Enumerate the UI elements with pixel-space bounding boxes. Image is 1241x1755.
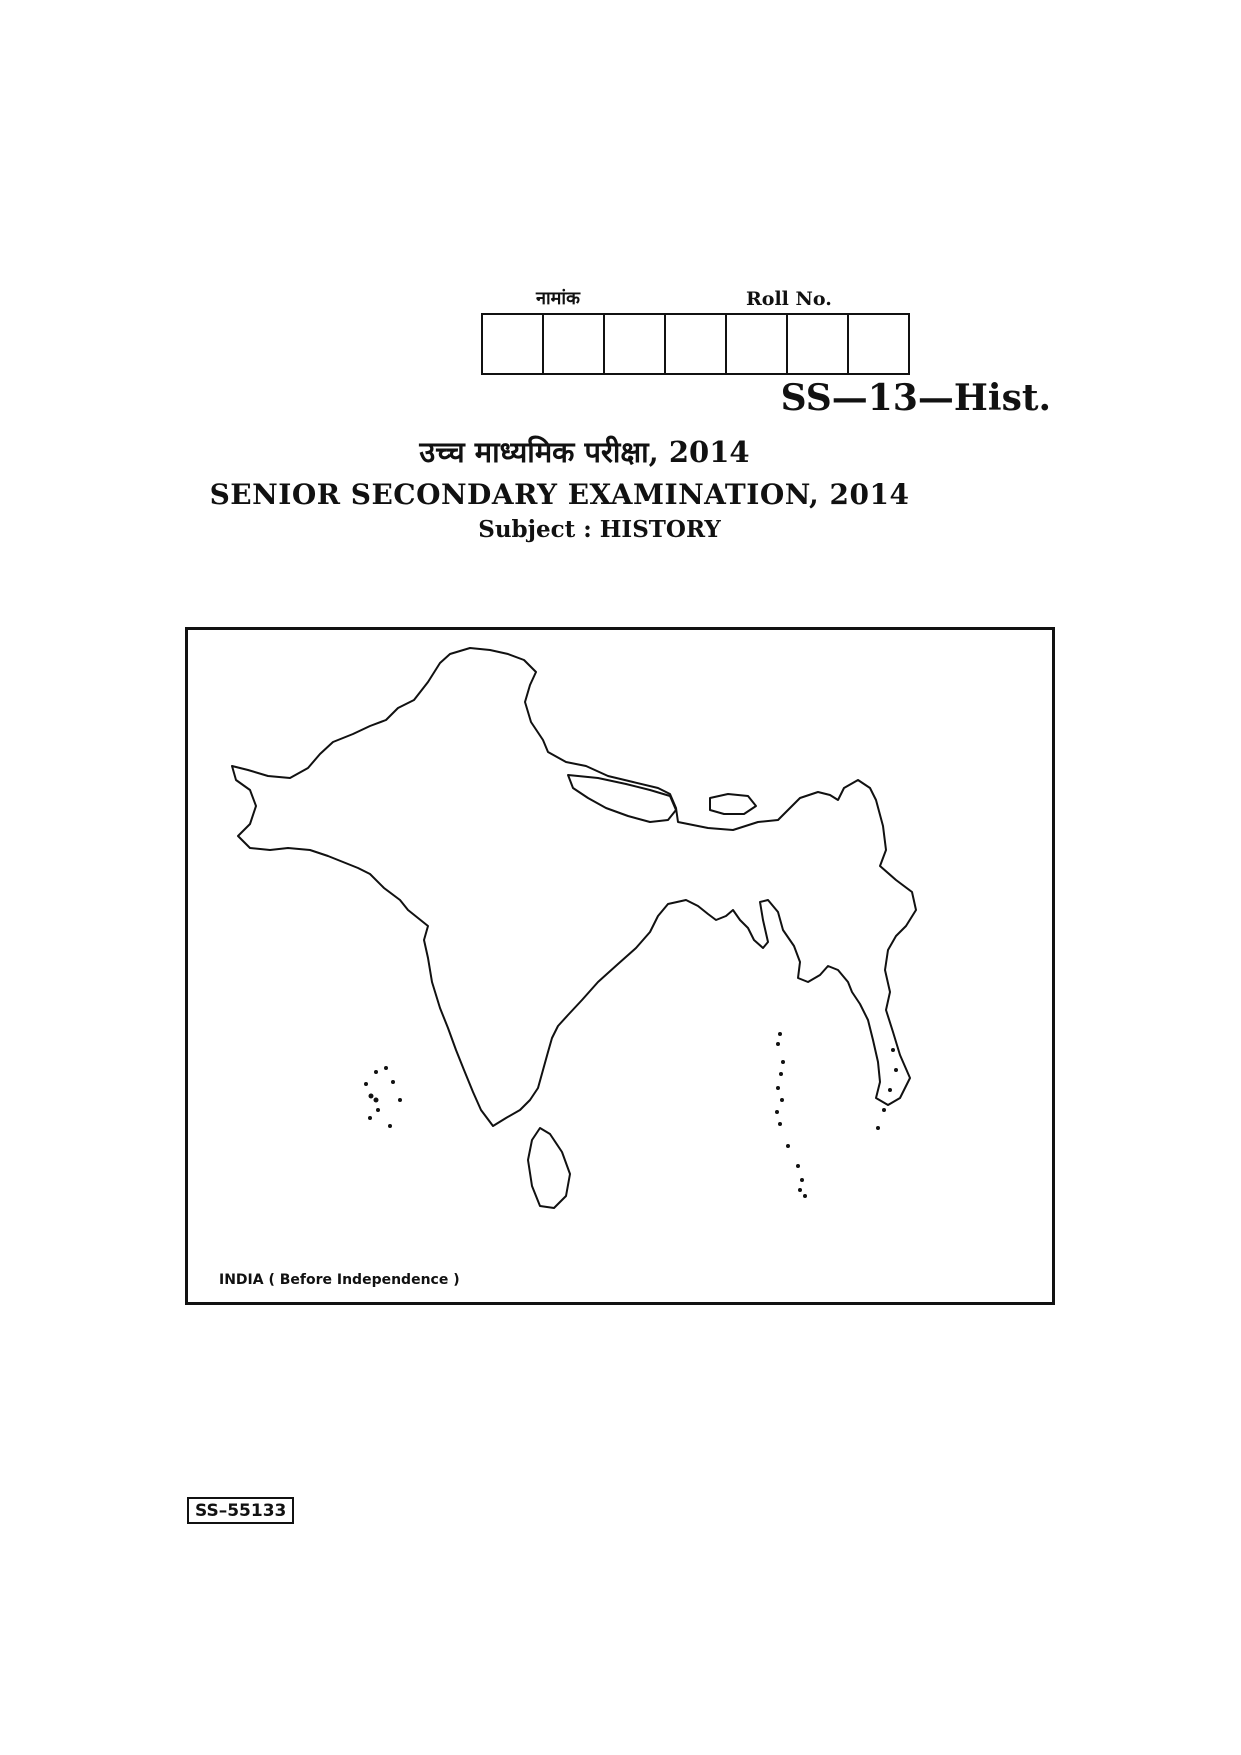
roll-digit-box[interactable]: [483, 315, 544, 373]
roll-digit-box[interactable]: [788, 315, 849, 373]
roll-digit-box[interactable]: [849, 315, 908, 373]
exam-title-english-text: SENIOR SECONDARY EXAMINATION, 2014: [209, 478, 910, 511]
india-outline-map: [188, 630, 1052, 1302]
subject-text: Subject : HISTORY: [478, 516, 721, 543]
exam-title-hindi-text: उच्च माध्यमिक परीक्षा, 2014: [419, 435, 750, 469]
booklet-code: SS–55133: [187, 1497, 294, 1524]
paper-code: SS—13—Hist.: [780, 377, 1051, 419]
map-caption: INDIA ( Before Independence ): [219, 1272, 460, 1288]
exam-title-hindi: [0, 432, 1241, 471]
roll-digit-box[interactable]: [727, 315, 788, 373]
roll-label-hindi: नामांक: [536, 288, 580, 309]
nepal-outline: [568, 775, 676, 822]
outline-map-frame: [185, 627, 1055, 1305]
roll-digit-box[interactable]: [666, 315, 727, 373]
exam-title-english: [0, 478, 1241, 511]
subject-line: [0, 516, 1241, 543]
roll-label-english: Roll No.: [746, 288, 832, 310]
roll-number-boxes[interactable]: [481, 313, 910, 375]
roll-digit-box[interactable]: [544, 315, 605, 373]
subcontinent-outline: [232, 648, 916, 1126]
sri-lanka-outline: [528, 1128, 570, 1208]
roll-digit-box[interactable]: [605, 315, 666, 373]
bhutan-outline: [710, 794, 756, 814]
